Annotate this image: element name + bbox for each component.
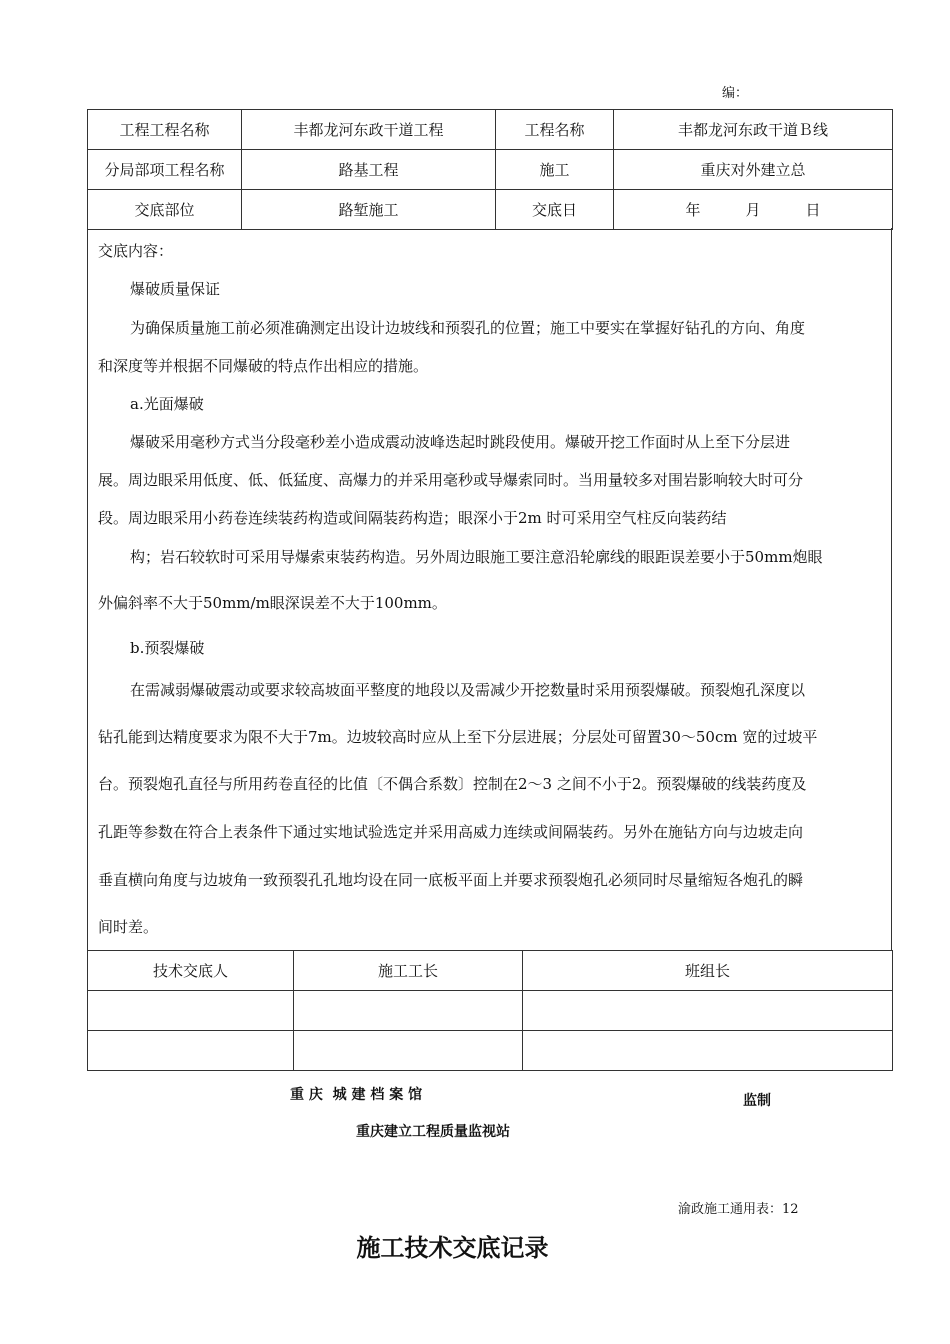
subproject-value: 路基工程 [242, 150, 496, 190]
content-line: 和深度等并根据不同爆破的特点作出相应的措施。 [98, 357, 429, 375]
content-label: 交底内容： [98, 242, 174, 260]
content-line: 构；岩石较软时可采用导爆索束装药构造。另外周边眼施工要注意沿轮廓线的眼距误差要小于50mm炮眼 [130, 548, 823, 566]
station-name: 重庆建立工程质量监视站 [356, 1124, 510, 1140]
construction-label: 施工 [496, 150, 614, 190]
signature-table [87, 950, 893, 1071]
team-leader-cell[interactable] [523, 991, 893, 1031]
content-line: 台。预裂炮孔直径与所用药卷直径的比值〔不偶合系数〕控制在2～3 之间不小于2。预裂爆破的线装药度及 [98, 775, 807, 793]
subsection-heading: a.光面爆破 [130, 395, 204, 413]
edit-note: 编： [722, 86, 749, 101]
foreman-header: 施工工长 [294, 951, 523, 991]
content-line: 在需减弱爆破震动或要求较高坡面平整度的地段以及需减少开挖数量时采用预裂爆破。预裂炮孔深度以 [130, 681, 806, 699]
content-line: 垂直横向角度与边坡角一致预裂孔孔地均设在同一底板平面上并要求预裂炮孔必须同时尽量缩短各炮孔的瞬 [98, 871, 804, 889]
content-line: 为确保质量施工前必须准确测定出设计边坡线和预裂孔的位置；施工中要实在掌握好钻孔的方向、角度 [130, 319, 806, 337]
project-name-value: 丰都龙河东政干道工程 [242, 110, 496, 150]
supervise-label: 监制 [743, 1093, 771, 1109]
team-leader-cell[interactable] [523, 1031, 893, 1071]
disclosure-date-value: 年 月 日 [614, 190, 893, 230]
work-name-value: 丰都龙河东政干道Ｂ线 [614, 110, 893, 150]
form-number: 渝政施工通用表：12 [678, 1202, 799, 1217]
team-leader-header: 班组长 [523, 951, 893, 991]
subproject-label: 分局部项工程名称 [88, 150, 242, 190]
disclosure-content [87, 228, 892, 950]
table-row [88, 190, 893, 230]
content-line: 段。周边眼采用小药卷连续装药构造或间隔装药构造；眼深小于2m 时可采用空气柱反向装药结 [98, 509, 727, 527]
content-line: 外偏斜率不大于50mm/m眼深误差不大于100mm。 [98, 594, 447, 612]
table-row [88, 991, 893, 1031]
tech-discloser-cell[interactable] [88, 991, 294, 1031]
content-line: 展。周边眼采用低度、低、低猛度、高爆力的并采用毫秒或导爆索同时。当用量较多对围岩影响较大时可分 [98, 471, 804, 489]
content-line: 钻孔能到达精度要求为限不大于7m。边坡较高时应从上至下分层进展；分层处可留置30～50cm 宽的过坡平 [98, 728, 818, 746]
table-row [88, 150, 893, 190]
subsection-heading: b.预裂爆破 [130, 639, 205, 657]
project-info-table [87, 109, 893, 230]
disclosure-part-label: 交底部位 [88, 190, 242, 230]
tech-discloser-cell[interactable] [88, 1031, 294, 1071]
content-line: 间时差。 [98, 918, 159, 936]
work-name-label: 工程名称 [496, 110, 614, 150]
project-name-label: 工程工程名称 [88, 110, 242, 150]
table-row [88, 951, 893, 991]
table-row [88, 1031, 893, 1071]
section-heading: 爆破质量保证 [130, 280, 221, 298]
foreman-cell[interactable] [294, 1031, 523, 1071]
archive-name: 重 庆 城 建 档 案 馆 [290, 1087, 423, 1103]
table-row [88, 110, 893, 150]
content-line: 爆破采用毫秒方式当分段毫秒差小造成震动波峰迭起时跳段使用。爆破开挖工作面时从上至下分层进 [130, 433, 791, 451]
tech-discloser-header: 技术交底人 [88, 951, 294, 991]
foreman-cell[interactable] [294, 991, 523, 1031]
disclosure-date-label: 交底日 [496, 190, 614, 230]
disclosure-part-value: 路堑施工 [242, 190, 496, 230]
construction-value: 重庆对外建立总 [614, 150, 893, 190]
page-title: 施工技术交底记录 [356, 1234, 549, 1262]
content-line: 孔距等参数在符合上表条件下通过实地试验选定并采用高威力连续或间隔装药。另外在施钻方向与边坡走向 [98, 823, 804, 841]
